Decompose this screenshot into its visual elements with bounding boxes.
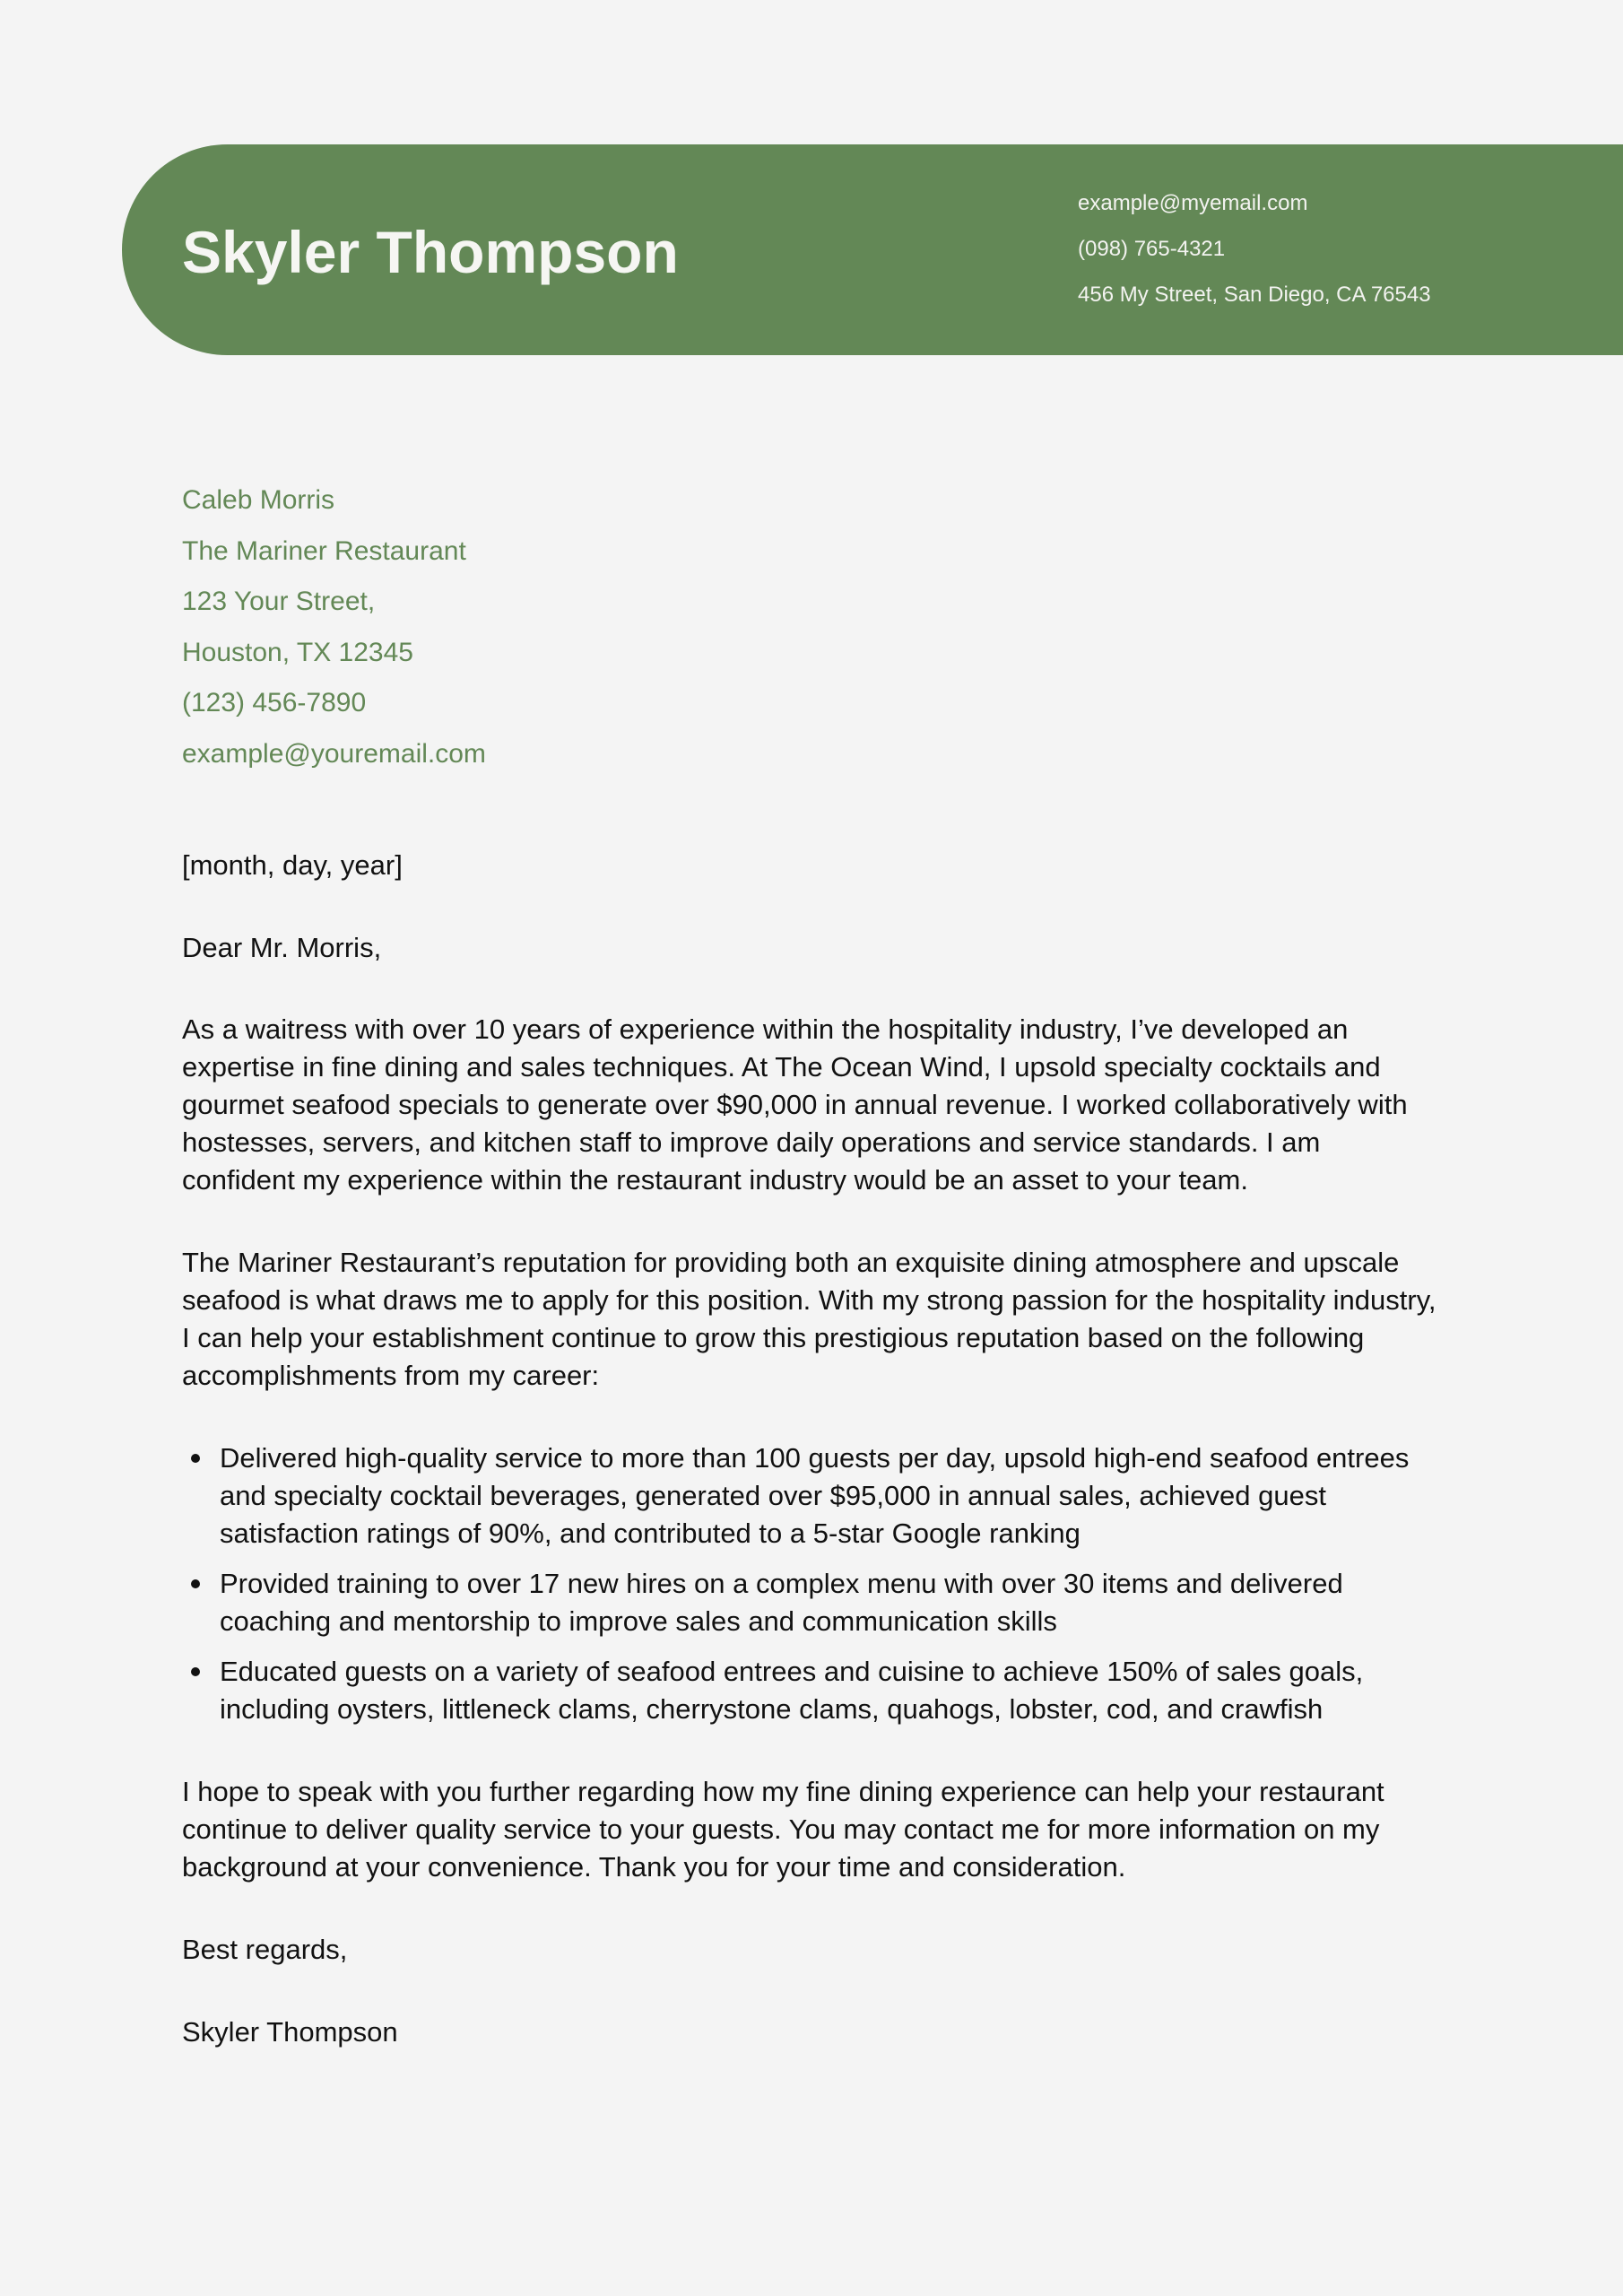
closing-paragraph: I hope to speak with you further regarding how my fine dining experience can help your restaurant continue to deliver quality service to your guests. You may contact me for more information on my background at your convenience. Thank you for your time and consideration. <box>182 1776 1384 1883</box>
bullet-icon <box>191 1454 200 1463</box>
sender-email[interactable]: example@myemail.com <box>1078 191 1308 215</box>
recipient-city: Houston, TX 12345 <box>182 637 413 667</box>
recipient-name: Caleb Morris <box>182 485 335 515</box>
motivation-paragraph: The Mariner Restaurant’s reputation for providing both an exquisite dining atmosphere and upscale seafood is what draws me to apply for this position. With my strong passion for the hospitality industry, I can help your establishment continue to grow this prestigious reputation based on the following accomplishments from my career: <box>182 1247 1436 1391</box>
recipient-street: 123 Your Street, <box>182 587 376 616</box>
bullet-icon <box>191 1667 200 1676</box>
achievement-text: Provided training to over 17 new hires on a complex menu with over 30 items and delivered coaching and mentorship to improve sales and communication skills <box>220 1568 1343 1637</box>
achievement-item <box>220 1439 1437 1552</box>
sender-name: Skyler Thompson <box>182 219 679 285</box>
signature: Skyler Thompson <box>182 2016 398 2048</box>
achievement-item <box>220 1565 1437 1640</box>
letter-body <box>182 847 1437 2051</box>
achievement-text: Educated guests on a variety of seafood entrees and cuisine to achieve 150% of sales goals, including oysters, littleneck clams, cherrystone clams, quahogs, lobster, cod, and crawfish <box>220 1656 1364 1725</box>
sender-address: 456 My Street, San Diego, CA 76543 <box>1078 283 1431 307</box>
recipient-block <box>182 475 486 779</box>
achievement-text: Delivered high-quality service to more than 100 guests per day, upsold high-end seafood entrees and specialty cocktail beverages, generated over $95,000 in annual sales, achieved guest satisfaction ratings of 90%, and contributed to a 5-star Google ranking <box>220 1442 1410 1549</box>
achievement-item <box>220 1653 1437 1728</box>
sender-contact-info <box>1078 180 1431 317</box>
sender-phone[interactable]: (098) 765-4321 <box>1078 237 1226 261</box>
achievements-list <box>182 1439 1437 1728</box>
sign-off: Best regards, <box>182 1934 348 1965</box>
recipient-company: The Mariner Restaurant <box>182 535 466 566</box>
salutation: Dear Mr. Morris, <box>182 932 382 963</box>
recipient-phone[interactable]: (123) 456-7890 <box>182 688 367 718</box>
letter-date: [month, day, year] <box>182 849 403 881</box>
recipient-email[interactable]: example@youremail.com <box>182 738 486 769</box>
bullet-icon <box>191 1579 200 1588</box>
intro-paragraph: As a waitress with over 10 years of experience within the hospitality industry, I’ve developed an expertise in fine dining and sales techniques. At The Ocean Wind, I upsold specialty cocktails and gourmet seafood specials to generate over $90,000 in annual revenue. I worked collaboratively with hostesses, servers, and kitchen staff to improve daily operations and service standards. I am confident my experience within the restaurant industry would be an asset to your team. <box>182 1013 1408 1196</box>
